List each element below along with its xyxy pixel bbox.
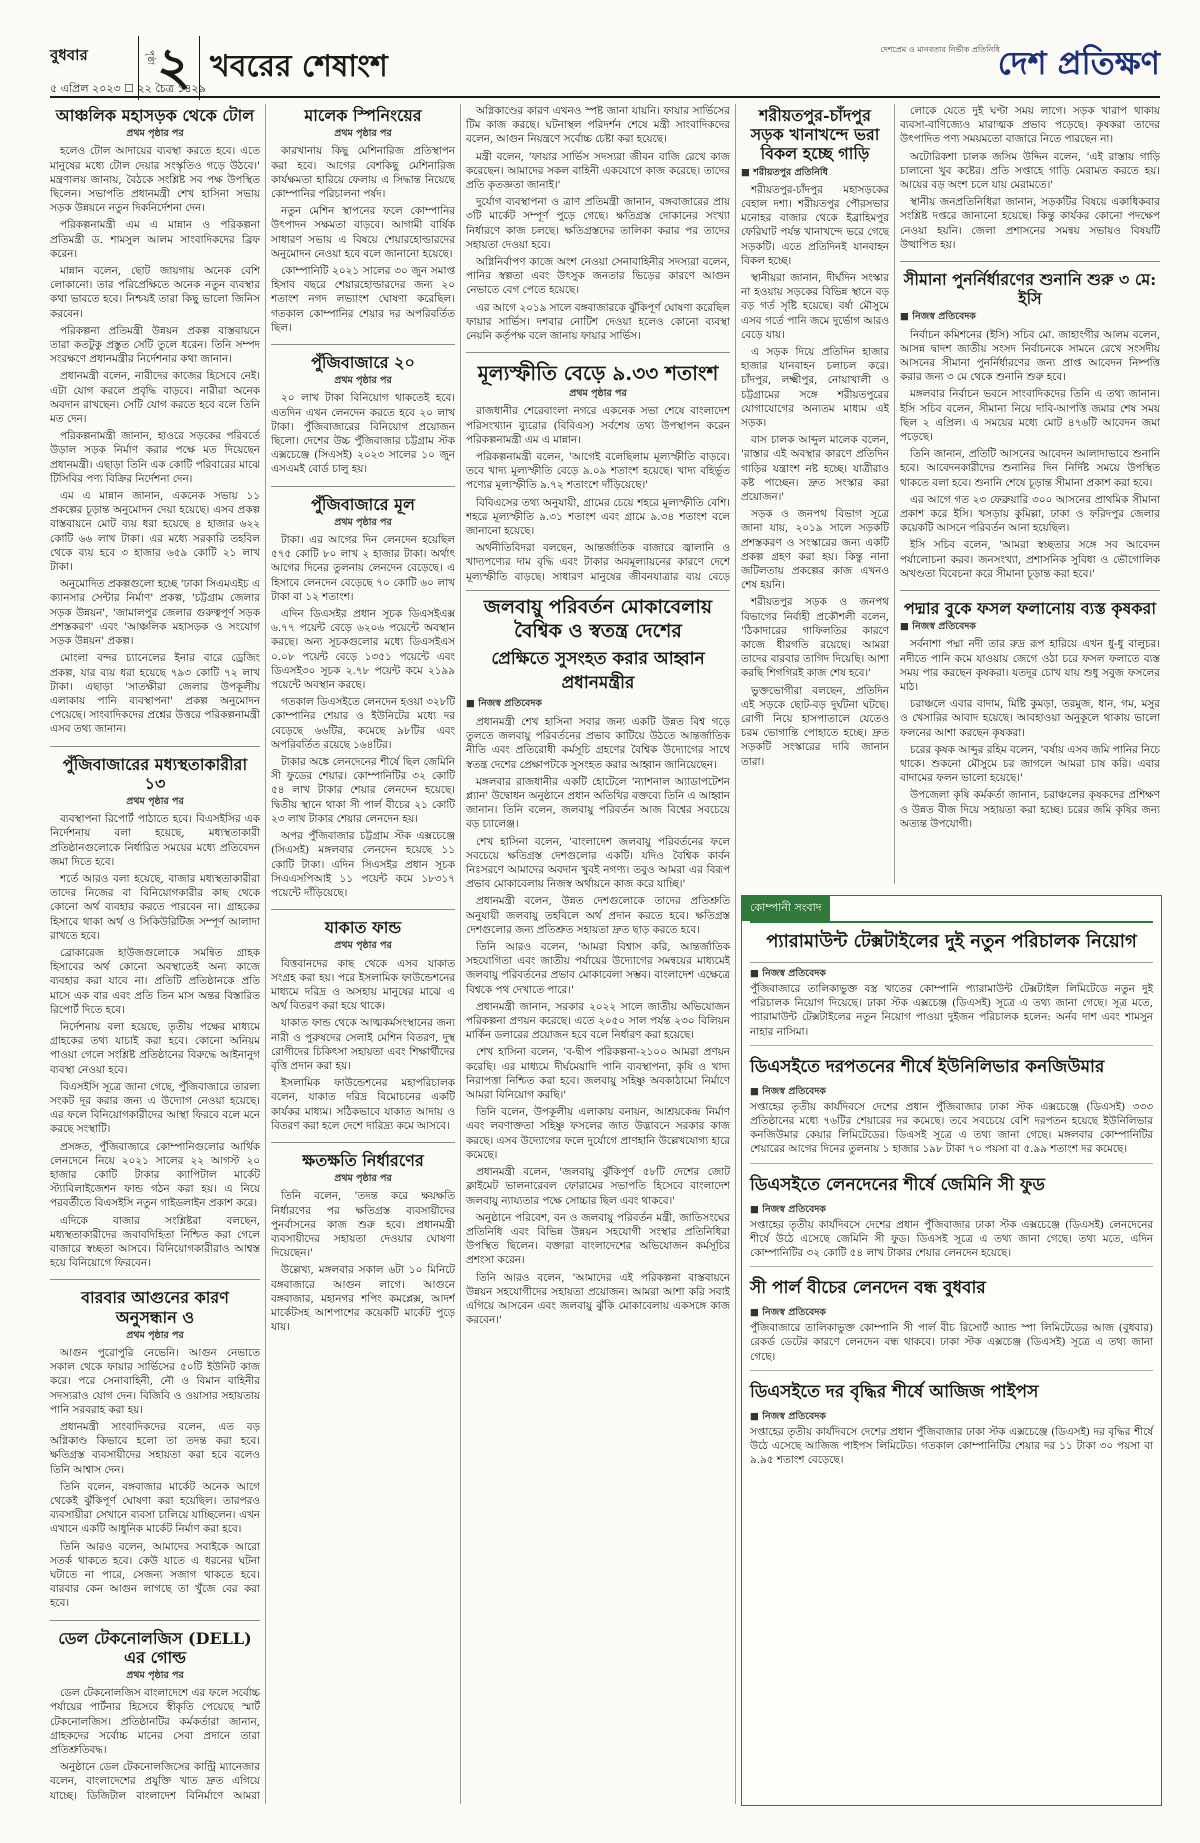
- story-body: [466, 715, 730, 1330]
- column-2: [271, 104, 455, 1804]
- paragraph: প্রধানমন্ত্রী সাংবাদিকদের বলেন, এত বড় অগ্নিকাণ্ড কিভাবে হলো তা তদন্ত করা হবে। ক্ষতিগ্রস্ত ব্যবসায়ীদের সহায়তা করা হবে বলেও তিনি আশ্বাস দেন।: [50, 1420, 260, 1476]
- story-padma: [900, 599, 1160, 840]
- paragraph: যাকাত ফান্ড থেকে আত্মকর্মসংস্থানের জন্য নারী ও পুরুষদের সেলাই মেশিন বিতরণ, দুস্থ রোগীদের চিকিৎসা সহায়তা এবং শিক্ষার্থীদের বৃত্তি প্রদান করা হয়।: [271, 1017, 455, 1072]
- issue-date: ৫ এপ্রিল ২০২৩ ☐ ২২ চৈত্র ১৪২৯: [50, 82, 206, 95]
- paragraph: বাস চালক আব্দুল মালেক বলেন, 'রাস্তার এই অবস্থার কারণে প্রতিদিন গাড়ির যন্ত্রাংশ নষ্ট হচ্ছে। যাত্রীরাও কষ্ট পাচ্ছেন। দ্রুত সংস্কার করা প্রয়োজন।': [741, 434, 889, 504]
- byline: ■ নিজস্ব প্রতিবেদক: [750, 1410, 826, 1422]
- paragraph: দুর্যোগ ব্যবস্থাপনা ও ত্রাণ প্রতিমন্ত্রী জানান, বঙ্গবাজারের প্রায় ৩টি মার্কেট সম্পূর্ণ পুড়ে গেছে। ক্ষতিগ্রস্ত দোকানের সংখ্যা নির্ধারণে কাজ চলছে। ক্ষতিগ্রস্তদের তালিকা করার পর তাদের সহায়তা দেওয়া হবে।: [466, 196, 730, 251]
- paragraph: মঙ্গলবার রাজধানীর একটি হোটেলে 'ন্যাশনাল অ্যাডাপটেশন প্ল্যান' উদ্বোধন অনুষ্ঠানে প্রধান অতিথির বক্তব্যে তিনি এ আহ্বান জানান। তিনি বলেন, জলবায়ু পরিবর্তন আজ বিশ্বের সবচেয়ে বড় চ্যালেঞ্জ।: [466, 775, 730, 831]
- headline: ডিএসইতে লেনদেনের শীর্ষে জেমিনি সী ফুড: [750, 1174, 1045, 1195]
- story-malek-spinning: [271, 106, 455, 345]
- continuation-label: প্রথম পৃষ্ঠার পর: [334, 940, 392, 952]
- paragraph: টাকা। এর আগের দিন লেনদেন হয়েছিল ৫৭৫ কোটি ৮০ লাখ ২ হাজার টাকা। অর্থাৎ আগের দিনের তুলনায় লেনদেন বেড়েছে। এ হিসাবে লেনদেন বেড়েছে ৭০ কোটি ৬০ লাখ টাকা বা ১২ শতাংশ।: [271, 534, 455, 603]
- paragraph: নতুন মেশিন স্থাপনের ফলে কোম্পানির উৎপাদন সক্ষমতা বাড়বে। আগামী বার্ষিক সাধারণ সভায় এ বিষয়ে শেয়ারহোল্ডারদের অনুমোদন নেওয়া হবে বলে জানানো হয়েছে।: [271, 205, 455, 260]
- story-damage-assessment: [271, 1151, 455, 1343]
- paragraph: অর্থনীতিবিদরা বলছেন, আন্তর্জাতিক বাজারে জ্বালানি ও খাদ্যপণ্যের দাম বৃদ্ধি এবং টাকার অবমূল্যায়নের কারণে দেশে মূল্যস্ফীতি বাড়ছে। সাধারণ মানুষের জীবনযাত্রার ব্যয় বেড়ে: [466, 542, 730, 583]
- paragraph: তিনি বলেন, 'তদন্ত করে ক্ষয়ক্ষতি নির্ধারণের পর ক্ষতিগ্রস্ত ব্যবসায়ীদের পুনর্বাসনের কাজ শুরু হবে। প্রধানমন্ত্রী ব্যবসায়ীদের সহায়তা দেওয়ার ঘোষণা দিয়েছেন।': [271, 1190, 455, 1260]
- paragraph: এর আগে গত ২৩ ফেব্রুয়ারি ৩০০ আসনের প্রাথমিক সীমানা প্রকাশ করে ইসি। খসড়ায় কুমিল্লা, ঢাকা ও ফরিদপুর জেলার কয়েকটি আসনে পরিবর্তন আনা হয়েছিল।: [900, 493, 1160, 535]
- byline: ■ নিজস্ব প্রতিবেদক: [750, 968, 826, 979]
- paragraph: সপ্তাহের তৃতীয় কার্যদিবসে দেশের প্রধান পুঁজিবাজার ঢাকা স্টক এক্সচেঞ্জে (ডিএসই) দর বৃদ্ধির শীর্ষে উঠে এসেছে আজিজ পাইপস লিমিটেড। গতকাল কোম্পানিটির শেয়ার দর ১১ টাকা ৩০ পয়সা বা ৯.৯৫ শতাংশ বেড়েছে।: [750, 1425, 1153, 1467]
- paragraph: স্থানীয়রা জানান, দীর্ঘদিন সংস্কার না হওয়ায় সড়কের বিভিন্ন স্থানে বড় বড় গর্ত সৃষ্টি হয়েছে। বর্ষা মৌসুমে এসব গর্তে পানি জমে দুর্ভোগ আরও বেড়ে যায়।: [741, 271, 889, 341]
- paragraph: তিনি আরও বলেন, 'আমাদের এই পরিকল্পনা বাস্তবায়নে উন্নয়ন সহযোগীদের সহায়তা প্রয়োজন। আমরা আশা করি সবাই এগিয়ে আসবেন এবং জলবায়ু ঝুঁকি মোকাবেলায় একসঙ্গে কাজ করবেন।': [466, 1271, 730, 1327]
- column-1: [50, 104, 260, 1804]
- company-news-headline: প্যারামাউন্ট টেক্সটাইলের দুই নতুন পরিচালক নিয়োগ: [750, 921, 1153, 963]
- continuation-label: প্রথম পৃষ্ঠার পর: [334, 128, 392, 140]
- paragraph: পরিকল্পনা প্রতিমন্ত্রী উন্নয়ন প্রকল্প বাস্তবায়নে তারা কতটুকু প্রস্তুত সেটি তুলে ধরেন। তিনি সম্পদ সংরক্ষণে প্রধানমন্ত্রীর নির্দেশনার কথা জানান।: [50, 324, 260, 366]
- paragraph: শরীয়তপুর-চাঁদপুর মহাসড়কের বেহাল দশা। শরীয়তপুর পৌরসভার মনোহর বাজার থেকে ইব্রাহিমপুর ফেরিঘাট পর্যন্ত খানাখন্দে ভরে গেছে সড়কটি। এতে প্রতিদিনই যানবাহন বিকল হচ্ছে।: [741, 183, 889, 267]
- paragraph: প্রসঙ্গত, পুঁজিবাজারে কোম্পানিগুলোর আর্থিক লেনদেনে নিয়ে ২০২১ সালের ২২ আগস্ট ২০ হাজার কোটি টাকার ক্যাপিটাল মার্কেট স্ট্যাবিলাইজেশন ফান্ড গঠন করা হয়। এ নিয়ে পরবর্তীতে বিএসইসি নতুন গাইডলাইন প্রকাশ করে।: [50, 1140, 260, 1210]
- continuation-label: প্রথম পৃষ্ঠার পর: [334, 375, 392, 387]
- column-rule: [265, 104, 266, 1804]
- story-road-cont: [900, 104, 1160, 262]
- paragraph: শরীয়তপুর সড়ক ও জনপথ বিভাগের নির্বাহী প্রকৌশলী বলেন, 'ঠিকাদারের গাফিলতির কারণে কাজে ধীরগতি রয়েছে। আমরা তাদের বারবার তাগিদ দিয়েছি। আশা করছি শিগগিরই কাজ শেষ হবে।': [741, 596, 889, 680]
- paragraph: বিত্তবানদের কাছ থেকে এসব যাকাত সংগ্রহ করা হয়। পরে ইসলামিক ফাউন্ডেশনের মাধ্যমে দরিদ্র ও অসহায় মানুষের মাঝে এ অর্থ বিতরণ করা হয়ে থাকে।: [271, 957, 455, 1013]
- paragraph: মান্নান বলেন, ছোট জায়গায় অনেক বেশি লোকানো। তার পরিপ্রেক্ষিতে অনেক নতুন ব্যবস্থার কথা ভাবতে হবে। নিশ্চয়ই তারা কিছু ভালো জিনিস করবেন।: [50, 265, 260, 320]
- story-fire: [50, 1288, 260, 1620]
- byline-text: নিজস্ব প্রতিবেদক: [478, 698, 542, 709]
- byline: ■ নিজস্ব প্রতিবেদক: [750, 1203, 826, 1215]
- paragraph: পুঁজিবাজারে তালিকাভুক্ত বস্ত্র খাতের কোম্পানি প্যারামাউন্ট টেক্সটাইল লিমিটেডে নতুন দুই পরিচালক নিয়োগ দিয়েছে। ঢাকা স্টক এক্সচেঞ্জ (ডিএসই) সূত্রে এ তথ্য জানা গেছে। সূত্র মতে, প্যারামাউন্ট টেক্সটাইলের নতুন নিয়োগ পাওয়া দুইজন পরিচালক হলেন: অর্নব দাশ এবং শামসুন নাহার নাসিমা।: [750, 983, 1153, 1038]
- paragraph: এর আগে ২০১৯ সালে বঙ্গবাজারকে ঝুঁকিপূর্ণ ঘোষণা করেছিল ফায়ার সার্ভিস। দশবার নোটিশ দেওয়া হলেও কোনো ব্যবস্থা নেয়নি কর্তৃপক্ষ বলে জানায় ফায়ার সার্ভিস।: [466, 301, 730, 343]
- paragraph: রাজধানীর শেরেবাংলা নগরে একনেক সভা শেষে বাংলাদেশ পরিসংখ্যান ব্যুরোর (বিবিএস) সর্বশেষ তথ্য উপস্থাপন করেন পরিকল্পনামন্ত্রী এম এ মান্নান।: [466, 405, 730, 446]
- paragraph: অগ্নিকাণ্ডের কারণ এখনও স্পষ্ট জানা যায়নি। ফায়ার সার্ভিসের টিম কাজ করছে। ঘটনাস্থল পরিদর্শন শেষে মন্ত্রী সাংবাদিকদের বলেন, আগুন নিয়ন্ত্রণে সর্বোচ্চ চেষ্টা করা হয়েছে।: [466, 105, 730, 146]
- headline: ডিএসইতে দর বৃদ্ধির শীর্ষে আজিজ পাইপস: [750, 1381, 1039, 1402]
- column-rule: [735, 104, 736, 1804]
- byline-text: নিজস্ব প্রতিবেদক: [762, 1085, 826, 1097]
- continuation-label: প্রথম পৃষ্ঠার পর: [126, 128, 184, 140]
- story-intermediaries: [50, 755, 260, 1281]
- paragraph: এদিকে বাজার সংশ্লিষ্টরা বলছেন, মধ্যস্থতাকারীদের জবাবদিহিতা নিশ্চিত করা গেলে বাজারে স্বচ্ছতা আসবে। বিনিয়োগকারীরাও আশ্বস্ত হয়ে বিনিয়োগে ফিরবেন।: [50, 1214, 260, 1270]
- story-climate: [466, 590, 730, 1805]
- headline: ডিএসইতে দরপতনের শীর্ষে ইউনিলিভার কনজিউমার: [750, 1056, 1105, 1077]
- continuation-label: প্রথম পৃষ্ঠার পর: [126, 1670, 184, 1681]
- headline: যাকাত ফান্ড: [324, 918, 402, 938]
- paragraph: এদিন ডিএসইর প্রধান সূচক ডিএসইএক্স ৬.৭৭ পয়েন্ট বেড়ে ৬২০৬ পয়েন্টে অবস্থান করছে। অন্য সূচকগুলোর মধ্যে ডিএসইএস ০.০৮ পয়েন্ট বেড়ে ১৩৫১ পয়েন্টে এবং ডিএসই৩০ সূচক ২.৭৮ পয়েন্ট কমে ২১৯৯ পয়েন্টে অবস্থান করছে।: [271, 608, 455, 692]
- continuation-label: প্রথম পৃষ্ঠার পর: [126, 795, 184, 807]
- company-news-item: [750, 1164, 1153, 1268]
- paragraph: নির্দেশনায় বলা হয়েছে, তৃতীয় পক্ষের মাধ্যমে গ্রাহকের তথ্য যাচাই করা হবে। কোনো অনিয়ম পাওয়া গেলে সংশ্লিষ্ট প্রতিষ্ঠানের বিরুদ্ধে আইনানুগ ব্যবস্থা নেওয়া হবে।: [50, 1020, 260, 1076]
- paragraph: প্রধানমন্ত্রী বলেন, 'জলবায়ু ঝুঁকিপূর্ণ ৫৮টি দেশের জোট ক্লাইমেট ভালনারেবল ফোরামের সভাপতি হিসেবে বাংলাদেশ জলবায়ু ন্যায্যতার পক্ষে সোচ্চার ছিল এবং থাকবে।': [466, 1166, 730, 1207]
- continuation-label: প্রথম পৃষ্ঠার পর: [569, 388, 627, 400]
- paragraph: স্থানীয় জনপ্রতিনিধিরা জানান, সড়কটির বিষয়ে একাধিকবার সংশ্লিষ্ট দপ্তরে জানানো হয়েছে। কিন্তু কার্যকর কোনো পদক্ষেপ নেওয়া হয়নি। জেলা প্রশাসনের সমন্বয় সভায়ও বিষয়টি উত্থাপিত হয়।: [900, 196, 1160, 251]
- headline: পুঁজিবাজারের মধ্যস্থতাকারীরা ১৩: [62, 754, 248, 793]
- paragraph: পুঁজিবাজারে তালিকাভুক্ত কোম্পানি সী পার্ল বীচ রিসোর্ট অ্যান্ড স্পা লিমিটেডের আজ (বুধবার) রেকর্ড ডেটের কারণে লেনদেন বন্ধ থাকবে। ঢাকা স্টক এক্সচেঞ্জ (ডিএসই) সূত্রে এ তথ্য জানা গেছে।: [750, 1322, 1153, 1363]
- paragraph: উল্লেখ্য, মঙ্গলবার সকাল ৬টা ১০ মিনিটে বঙ্গবাজারে আগুন লাগে। আগুনে বঙ্গবাজার, মহানগর শপিং কমপ্লেক্স, আদর্শ মার্কেটসহ আশপাশের কয়েকটি মার্কেট পুড়ে যায়।: [271, 1264, 455, 1334]
- paragraph: শেখ হাসিনা বলেন, 'ব-দ্বীপ পরিকল্পনা-২১০০ আমরা প্রণয়ন করেছি। এর মাধ্যমে দীর্ঘমেয়াদি পানি ব্যবস্থাপনা, কৃষি ও খাদ্য নিরাপত্তা নিশ্চিত করা হবে। জলবায়ু সহিষ্ণু অবকাঠামো নির্মাণে আমরা বিনিয়োগ করছি।': [466, 1046, 730, 1102]
- byline-text: নিজস্ব প্রতিবেদক: [762, 1410, 826, 1422]
- headline: বারবার আগুনের কারণ অনুসন্ধান ও: [81, 1288, 229, 1327]
- paragraph: মঙ্গলবার নির্বাচন ভবনে সাংবাদিকদের তিনি এ তথ্য জানান। ইসি সচিব বলেন, সীমানা নিয়ে দাবি-আপত্তি জমার শেষ সময় ছিল ২ এপ্রিল। এ সময়ের মধ্যে মোট ৪৭৬টি আবেদন জমা পড়েছে।: [900, 388, 1160, 444]
- paragraph: সর্বনাশা পদ্মা নদী তার রুদ্র রূপ হারিয়ে এখন ধু-ধু বালুচর। নদীতে পানি কমে যাওয়ায় জেগে ওঠা চরে ফসল ফলাতে ব্যস্ত সময় পার করছেন কৃষকরা। যতদূর চোখ যায় শুধু সবুজ ফসলের মাঠ।: [900, 638, 1160, 694]
- paragraph: পরিকল্পনামন্ত্রী জানান, হাওরে সড়কের পরিবর্তে উড়াল সড়ক নির্মাণ করার পক্ষে মত দিয়েছেন প্রধানমন্ত্রী। এছাড়া তিনি এক কোটি পরিবারের মাঝে টিসিবির পণ্য বিক্রির নির্দেশনা দেন।: [50, 430, 260, 485]
- paragraph: এম এ মান্নান জানান, একনেক সভায় ১১ প্রকল্পের চূড়ান্ত অনুমোদন দেয়া হয়েছে। এসব প্রকল্প বাস্তবায়নে মোট ব্যয় ধরা হয়েছে ৪ হাজার ৬২২ কোটি ৬৬ লাখ টাকা। এর মধ্যে সরকারি তহবিল থেকে ব্যয় হবে ৩ হাজার ৬৫৯ কোটি ২১ লাখ টাকা।: [50, 490, 260, 574]
- column-3-top: [466, 104, 730, 584]
- paragraph: ইসলামিক ফাউন্ডেশনের মহাপরিচালক বলেন, যাকাত দরিদ্র বিমোচনের একটি কার্যকর মাধ্যম। সঠিকভাবে যাকাত আদায় ও বিতরণ করা হলে দেশে দারিদ্র্য কমে আসবে।: [271, 1077, 455, 1132]
- paragraph: হলেও টোল আদায়ের ব্যবস্থা করতে হবে। এতে মানুষের মধ্যে টোল দেয়ার সংস্কৃতিও গড়ে উঠবে।' মন্ত্রণালয় জানায়, বৈঠকে সংশ্লিষ্ট সব পক্ষ উপস্থিত ছিলেন। সভাপতি প্রধানমন্ত্রী শেখ হাসিনা সভায় সড়ক উন্নয়নে নতুন দিকনির্দেশনা দেন।: [50, 145, 260, 215]
- paragraph: গতকাল ডিএসইতে লেনদেন হওয়া ৩২৮টি কোম্পানির শেয়ার ও ইউনিটের মধ্যে দর বেড়েছে ৬৬টির, কমেছে ৯৮টির এবং অপরিবর্তিত রয়েছে ১৬৪টির।: [271, 696, 455, 751]
- masthead: [50, 36, 1160, 98]
- tagline: দেশপ্রেম ও মানবতার নির্ভীক প্রতিনিধি: [880, 45, 1000, 54]
- paragraph: পরিকল্পনামন্ত্রী বলেন, 'আগেই বলেছিলাম মূল্যস্ফীতি বাড়বে। তবে খাদ্য মূল্যস্ফীতি বেড়ে ৯.০৯ শতাংশ হয়েছে। খাদ্য বহির্ভূত পণ্যের মূল্যস্ফীতি ৯.৭২ শতাংশে দাঁড়িয়েছে।': [466, 451, 730, 492]
- story-zakat-fund: [271, 918, 455, 1143]
- headline: মূল্যস্ফীতি বেড়ে ৯.৩৩ শতাংশ: [477, 361, 719, 386]
- story-inflation: [466, 361, 730, 584]
- paragraph: এ সড়ক দিয়ে প্রতিদিন হাজার হাজার যানবাহন চলাচল করে। চাঁদপুর, লক্ষ্মীপুর, নোয়াখালী ও চট্টগ্রামের সঙ্গে শরীয়তপুরের যোগাযোগের অন্যতম মাধ্যম এই সড়ক।: [741, 346, 889, 430]
- byline-text: শরীয়তপুর প্রতিনিধি: [753, 166, 828, 178]
- company-news-item: [750, 1267, 1153, 1371]
- paragraph: অগ্নিনির্বাপণ কাজে অংশ নেওয়া সেনাবাহিনীর সদস্যরা বলেন, পানির স্বল্পতা এবং উৎসুক জনতার ভিড়ের কারণে আগুন নেভাতে বেগ পেতে হয়েছে।: [466, 256, 730, 297]
- paragraph: প্রধানমন্ত্রী বলেন, উন্নত দেশগুলোকে তাদের প্রতিশ্রুতি অনুযায়ী জলবায়ু তহবিলে অর্থ প্রদান করতে হবে। ক্ষতিগ্রস্ত দেশগুলোর জন্য প্রতিশ্রুত সহায়তা দ্রুত ছাড় করতে হবে।: [466, 895, 730, 936]
- paragraph: ব্যবস্থাপনা রিপোর্ট পাঠাতে হবে। বিএসইসির এক নির্দেশনায় বলা হয়েছে, মধ্যস্থতাকারী প্রতিষ্ঠানগুলোকে নির্ধারিত সময়ের মধ্যে প্রতিবেদন জমা দিতে হবে।: [50, 813, 260, 868]
- story-ec-boundary: [900, 270, 1160, 591]
- paragraph: আগুন পুরোপুরি নেভেনি। আগুন নেভাতে সকাল থেকে ফায়ার সার্ভিসের ৫০টি ইউনিট কাজ করে। পরে সেনাবাহিনী, নৌ ও বিমান বাহিনীর সদস্যরাও যোগ দেন। বিজিবি ও ওয়াসার সহায়তায় পানি সরবরাহ করা হয়।: [50, 1346, 260, 1416]
- headline: পদ্মার বুকে ফসল ফলানোয় ব্যস্ত কৃষকরা: [903, 599, 1157, 619]
- paragraph: ডেল টেকনোলজিস বাংলাদেশে এর ফলে সর্বোচ্চ পর্যায়ের পার্টনার হিসেবে স্বীকৃতি পেয়েছে স্মার্ট টেকনোলজিস। প্রতিষ্ঠানটির কর্মকর্তারা জানান, গ্রাহকদের সর্বোচ্চ মানের সেবা প্রদানে তারা প্রতিশ্রুতিবদ্ধ।: [50, 1687, 260, 1757]
- paragraph: তিনি বলেন, উপকূলীয় এলাকায় বনায়ন, আশ্রয়কেন্দ্র নির্মাণ এবং লবণাক্ততা সহিষ্ণু ফসলের জাত উদ্ভাবনে সরকার কাজ করছে। এসব উদ্যোগের ফলে দুর্যোগে প্রাণহানি উল্লেখযোগ্য হারে কমেছে।: [466, 1106, 730, 1161]
- byline-text: নিজস্ব প্রতিবেদক: [762, 1203, 826, 1215]
- paragraph: লোকে যেতে দুই ঘণ্টা সময় লাগে। সড়ক খারাপ থাকায় ব্যবসা-বাণিজ্যেও মারাত্মক প্রভাব পড়েছে। কৃষকরা তাদের উৎপাদিত পণ্য সময়মতো বাজারে নিতে পারছেন না।: [900, 105, 1160, 146]
- paragraph: মন্ত্রী বলেন, 'ফায়ার সার্ভিস সদস্যরা জীবন বাজি রেখে কাজ করেছেন। আমাদের সকল বাহিনী একযোগে কাজ করেছে। তাদের প্রতি কৃতজ্ঞতা জানাই।': [466, 150, 730, 192]
- story-toll: [50, 106, 260, 747]
- paragraph: উপজেলা কৃষি কর্মকর্তা জানান, চরাঞ্চলের কৃষকদের প্রশিক্ষণ ও উন্নত বীজ দিয়ে সহায়তা করা হচ্ছে। চরের জমি কৃষির জন্য অত্যন্ত উপযোগী।: [900, 789, 1160, 830]
- paragraph: শর্তে আরও বলা হয়েছে, বাজার মধ্যস্থতাকারীরা তাদের নিজের বা বিনিয়োগকারীর কাছ থেকে কোনো অর্থ ব্যবহার করতে পারবেন না। গ্রাহকের হিসাবে থাকা অর্থ ও সিকিউরিটিজ সম্পূর্ণ আলাদা রাখতে হবে।: [50, 872, 260, 942]
- continuation-label: প্রথম পৃষ্ঠার পর: [126, 1329, 184, 1341]
- column-5: [900, 104, 1160, 884]
- paragraph: মোংলা বন্দর চ্যানেলের ইনার বারে ড্রেজিং প্রকল্প, যার ব্যয় ধরা হয়েছে ৭৯৩ কোটি ৭২ লাখ টাকা। এছাড়া 'সাতক্ষীরা জেলার উপকূলীয় এলাকায় পানি ব্যবস্থাপনা' প্রকল্প অনুমোদন পেয়েছে। সাংবাদিকদের প্রশ্নের উত্তরে পরিকল্পনামন্ত্রী এসব তথ্য জানান।: [50, 652, 260, 736]
- headline: পুঁজিবাজারে মূল: [311, 494, 415, 514]
- company-news-item: [750, 1371, 1153, 1474]
- headline: আঞ্চলিক মহাসড়ক থেকে টোল: [55, 106, 255, 125]
- paragraph: কারখানায় কিছু মেশিনারিজ প্রতিস্থাপন করা হবে। আগের বেশকিছু মেশিনারিজ কার্যক্ষমতা হারিয়ে ফেলায় এ সিদ্ধান্ত নিয়েছে কোম্পানির পরিচালনা পর্ষদ।: [271, 145, 455, 200]
- headline: জলবায়ু পরিবর্তন মোকাবেলায় বৈশ্বিক ও স্বতন্ত্র দেশের: [483, 596, 713, 642]
- newspaper-logo: দেশ প্রতিক্ষণ: [997, 44, 1160, 82]
- paragraph: অনুষ্ঠানে ডেল টেকনোলজিসের কান্ট্রি ম্যানেজার বলেন, বাংলাদেশের প্রযুক্তি খাত দ্রুত এগিয়ে যাচ্ছে। ডিজিটাল বাংলাদেশ বিনির্মাণে আমরা: [50, 1761, 260, 1802]
- paragraph: সপ্তাহের তৃতীয় কার্যদিবসে দেশের প্রধান পুঁজিবাজার ঢাকা স্টক এক্সচেঞ্জে (ডিএসই) ৩৩৩ প্রতিষ্ঠানের মধ্যে ৭৬টির শেয়ারের দর কমেছে। তবে সবচেয়ে বেশি দরপতন হয়েছে ইউনিলিভার কনজিউমার কেয়ার লিমিটেডের। ডিএসই সূত্রে এ তথ্য জানা গেছে। মঙ্গলবার কোম্পানিটির শেয়ারের আগের দিনের তুলনায় ১ হাজার ১৯৮ টাকা ৭০ পয়সা বা ৫.৯৯ শতাংশ দর কমেছে।: [750, 1100, 1153, 1156]
- headline: সী পার্ল বীচের লেনদেন বন্ধ বুধবার: [750, 1278, 986, 1299]
- headline: ডেল টেকনোলজিস (DELL) এর গোল্ড: [58, 1628, 252, 1667]
- byline: ■ নিজস্ব প্রতিবেদক: [750, 1307, 826, 1319]
- company-news-box: [741, 895, 1162, 1806]
- story-capital-market-main: [271, 495, 455, 910]
- paragraph: তিনি বলেন, বঙ্গবাজার মার্কেট অনেক আগে থেকেই ঝুঁকিপূর্ণ ঘোষণা করা হয়েছিল। তারপরও ব্যবসায়ীরা সেখানে ব্যবসা চালিয়ে যাচ্ছিলেন। এখন এখানে একটি আধুনিক মার্কেট নির্মাণ করা হবে।: [50, 1480, 260, 1536]
- issue-day: বুধবার: [50, 46, 88, 64]
- column-4: [741, 104, 889, 884]
- story-fire-cont: [466, 104, 730, 353]
- headline: সীমানা পুনর্নির্ধারণের শুনানি শুরু ৩ মে: ইসি: [903, 270, 1157, 309]
- byline: ■ নিজস্ব প্রতিবেদক: [750, 1085, 826, 1097]
- paragraph: নির্বাচন কমিশনের (ইসি) সচিব মো. জাহাংগীর আলম বলেন, আসন্ন দ্বাদশ জাতীয় সংসদ নির্বাচনকে সামনে রেখে সংসদীয় আসনের সীমানা পুনর্নির্ধারণের জন্য প্রাপ্ত আবেদন নিষ্পত্তি করার জন্য ৩ মে থেকে শুনানি শুরু হবে।: [900, 328, 1160, 384]
- paragraph: পরিকল্পনামন্ত্রী এম এ মান্নান ও পরিকল্পনা প্রতিমন্ত্রী ড. শামসুল আলম সাংবাদিকদের ব্রিফ করেন।: [50, 219, 260, 260]
- paragraph: ২০ লাখ টাকা বিনিয়োগ থাকতেই হবে। এতদিন এখন লেনদেন করতে হবে ২০ লাখ টাকা। পুঁজিবাজারের বিনিয়োগ প্রয়োজন ছিলো। দেশের উচ্চ পুঁজিবাজার চট্টগ্রাম স্টক এক্সচেঞ্জে (সিএসই) ২০২৩ সালের ১০ জুন এসএমই বোর্ড চালু হয়।: [271, 392, 455, 476]
- column-rule: [460, 104, 461, 1804]
- company-news-lead: [750, 963, 1153, 1046]
- paragraph: প্রধানমন্ত্রী বলেন, নারীদের কাজের হিসেবে নেই। এটা যোগ করলে প্রবৃদ্ধি বাড়বে। নারীরা অনেক অবদান রাখছেন। সেটি যোগ করতে হবে বলে তিনি মত দেন।: [50, 370, 260, 426]
- column-rule: [894, 104, 895, 884]
- story-capital-market-20: [271, 353, 455, 487]
- story-dell: [50, 1629, 260, 1804]
- paragraph: বিবিএসের তথ্য অনুযায়ী, গ্রামের চেয়ে শহরে মূল্যস্ফীতি বেশি। শহরে মূল্যস্ফীতি ৯.৩১ শতাংশ এবং গ্রামে ৯.৩৪ শতাংশ বলে জানানো হয়েছে।: [466, 496, 730, 538]
- paragraph: সড়ক ও জনপথ বিভাগ সূত্রে জানা যায়, ২০১৯ সালে সড়কটি প্রশস্তকরণ ও সংস্কারের জন্য একটি প্রকল্প গ্রহণ করা হয়। কিন্তু নানা জটিলতায় প্রকল্পের কাজ এখনও শেষ হয়নি।: [741, 508, 889, 592]
- byline-text: নিজস্ব প্রতিবেদক: [762, 1307, 826, 1319]
- headline: শরীয়তপুর-চাঁদপুর সড়ক খানাখন্দে ভরা বিকল হচ্ছে গাড়ি: [750, 106, 880, 164]
- byline-text: নিজস্ব প্রতিবেদক: [912, 621, 976, 633]
- paragraph: অপর পুঁজিবাজার চট্টগ্রাম স্টক এক্সচেঞ্জে (সিএসই) মঙ্গলবার লেনদেন হয়েছে ১১ কোটি টাকা। এদিন সিএসইর প্রধান সূচক সিএএসপিআই ১১ পয়েন্ট কমে ১৮৩১৭ পয়েন্টে দাঁড়িয়েছে।: [271, 830, 455, 899]
- paragraph: শেখ হাসিনা বলেন, 'বাংলাদেশ জলবায়ু পরিবর্তনের ফলে সবচেয়ে ক্ষতিগ্রস্ত দেশগুলোর একটি। যদিও বৈশ্বিক কার্বন নিঃসরণে আমাদের অবদান খুবই নগণ্য। তবুও আমরা এর বিরূপ প্রভাব মোকাবেলায় নিজস্ব অর্থায়নে কাজ করে যাচ্ছি।': [466, 835, 730, 891]
- paragraph: অটোরিকশা চালক জসিম উদ্দিন বলেন, 'এই রাস্তায় গাড়ি চালানো খুব কষ্টের। প্রতি সপ্তাহে গাড়ি মেরামত করতে হয়। আয়ের বড় অংশ চলে যায় মেরামতে।': [900, 150, 1160, 192]
- page-label: পৃষ্ঠা: [145, 50, 155, 65]
- headline-line-2: প্রেক্ষিতে সুসংহত করার আহ্বান প্রধানমন্ত্রীর: [491, 649, 705, 693]
- page-number: ২: [157, 36, 191, 97]
- company-news-item: [750, 1046, 1153, 1164]
- paragraph: তিনি আরও বলেন, 'আমরা বিশ্বাস করি, আন্তর্জাতিক সহযোগিতা এবং জাতীয় পর্যায়ের উদ্যোগের সমন্বয়ের মাধ্যমেই জলবায়ু পরিবর্তনের প্রভাব মোকাবেলা সম্ভব। বাংলাদেশ এক্ষেত্রে বিশ্বকে পথ দেখাতে পারে।': [466, 941, 730, 996]
- paragraph: চরের কৃষক আব্দুর রহিম বলেন, 'বর্ষায় এসব জমি পানির নিচে থাকে। শুকনো মৌসুমে চর জাগলে আমরা চাষ করি। এবার বাদামের ফলন ভালো হয়েছে।': [900, 743, 1160, 785]
- byline: ■ নিজস্ব প্রতিবেদক: [900, 311, 976, 323]
- section-title: খবরের শেষাংশ: [210, 49, 388, 84]
- paragraph: প্রধানমন্ত্রী জানান, সরকার ২০২২ সালে জাতীয় অভিযোজন পরিকল্পনা প্রণয়ন করেছে। এতে ২০৫০ সাল পর্যন্ত ২৩০ বিলিয়ন মার্কিন ডলারের প্রয়োজন হবে বলে নির্ধারণ করা হয়েছে।: [466, 1000, 730, 1042]
- paragraph: ভুক্তভোগীরা বলছেন, প্রতিদিন এই সড়কে ছোট-বড় দুর্ঘটনা ঘটছে। রোগী নিয়ে হাসপাতালে যেতেও চরম ভোগান্তি পোহাতে হচ্ছে। দ্রুত সড়কটি সংস্কারের দাবি জানান তারা।: [741, 684, 889, 768]
- paragraph: চরাঞ্চলে এবার বাদাম, মিষ্টি কুমড়া, তরমুজ, ধান, গম, মসুর ও খেসারির আবাদ হয়েছে। আবহাওয়া অনুকূলে থাকায় ভালো ফলনের আশা করছেন কৃষকরা।: [900, 698, 1160, 739]
- continuation-label: প্রথম পৃষ্ঠার পর: [334, 1173, 392, 1185]
- byline: ■ নিজস্ব প্রতিবেদক: [900, 621, 976, 633]
- paragraph: কোম্পানিটি ২০২১ সালের ৩০ জুন সমাপ্ত হিসাব বছরে শেয়ারহোল্ডারদের জন্য ২০ শতাংশ নগদ লভ্যাংশ ঘোষণা করেছিল। গতকাল কোম্পানির শেয়ার দর অপরিবর্তিত ছিল।: [271, 265, 455, 334]
- paragraph: বিএসইসি সূত্রে জানা গেছে, পুঁজিবাজারে তারল্য সংকট দূর করার জন্য এ উদ্যোগ নেওয়া হয়েছে। এর ফলে বিনিয়োগকারীদের আস্থা ফিরবে বলে মনে করছে সংস্থাটি।: [50, 1080, 260, 1136]
- paragraph: প্রধানমন্ত্রী শেখ হাসিনা সবার জন্য একটি উন্নত বিশ্ব গড়ে তুলতে জলবায়ু পরিবর্তনের প্রভাব কাটিয়ে উঠতে আন্তর্জাতিক নীতি এবং প্রতিরোধী কর্মসূচি গ্রহণের বৈশ্বিক উদ্যোগের সাথে স্বতন্ত্র দেশের প্রেক্ষাপটকে সুসংহত করার আহ্বান জানিয়েছেন।: [466, 716, 730, 771]
- headline: মালেক স্পিনিংয়ের: [304, 106, 422, 125]
- company-news-tag: কোম্পানী সংবাদ: [742, 896, 830, 921]
- story-road: [741, 106, 889, 778]
- paragraph: অনুষ্ঠানে পরিবেশ, বন ও জলবায়ু পরিবর্তন মন্ত্রী, জাতিসংঘের প্রতিনিধি এবং বিভিন্ন উন্নয়ন সহযোগী সংস্থার প্রতিনিধিরা উপস্থিত ছিলেন। বক্তারা বাংলাদেশের অভিযোজন কর্মসূচির প্রশংসা করেন।: [466, 1211, 730, 1267]
- paragraph: তিনি জানান, প্রতিটি আসনের আবেদন আলাদাভাবে শুনানি হবে। আবেদনকারীদের শুনানির দিন নির্দিষ্ট সময়ে উপস্থিত থাকতে বলা হবে। শুনানি শেষে চূড়ান্ত সীমানা প্রকাশ করা হবে।: [900, 448, 1160, 489]
- headline: ক্ষতক্ষতি নির্ধারণের: [302, 1150, 424, 1170]
- headline: পুঁজিবাজারে ২০: [311, 353, 415, 373]
- page-number-box: [138, 36, 200, 100]
- paragraph: টাকার অঙ্কে লেনদেনের শীর্ষে ছিল জেমিনি সী ফুডের শেয়ার। কোম্পানিটির ৩২ কোটি ৫৪ লাখ টাকার শেয়ার লেনদেন হয়েছে। দ্বিতীয় স্থানে থাকা সী পার্ল বীচের ২১ কোটি ২৩ লাখ টাকার শেয়ার লেনদেন হয়।: [271, 756, 455, 825]
- paragraph: ব্রোকারেজ হাউজগুলোকে সমন্বিত গ্রাহক হিসাবের অর্থ কোনো অবস্থাতেই অন্য কাজে ব্যবহার করা যাবে না। প্রতিটি প্রতিষ্ঠানকে প্রতি মাসে এক বার এবং প্রতি তিন মাস অন্তর বিস্তারিত রিপোর্ট দিতে হবে।: [50, 946, 260, 1016]
- paragraph: তিনি আরও বলেন, আমাদের সবাইকে আরো সতর্ক থাকতে হবে। কেউ যাতে এ ধরনের ঘটনা ঘটাতে না পারে, সেজন্য সজাগ থাকতে হবে। বারবার কেন আগুন লাগছে তা খুঁজে বের করা হবে।: [50, 1540, 260, 1610]
- byline-text: নিজস্ব প্রতিবেদক: [912, 311, 976, 323]
- paragraph: অনুমোদিত প্রকল্পগুলো হচ্ছে 'ঢাকা সিএমএইচ এ ক্যানসার সেন্টার নির্মাণ' প্রকল্প, 'চট্টগ্রাম জেলার সড়ক উন্নয়ন', 'জামালপুর জেলার গুরুত্বপূর্ণ সড়ক প্রশস্তকরণ' এবং 'আঞ্চলিক মহাসড়ক ও সংযোগ সড়ক উন্নয়ন' প্রকল্প।: [50, 578, 260, 648]
- paragraph: সপ্তাহের তৃতীয় কার্যদিবসে দেশের প্রধান পুঁজিবাজার ঢাকা স্টক এক্সচেঞ্জে (ডিএসই) লেনদেনের শীর্ষে উঠে এসেছে জেমিনি সী ফুড। ডিএসই সূত্রে এ তথ্য জানা গেছে। তথ্য মতে, এদিন কোম্পানিটির ৩২ কোটি ৫৪ লাখ টাকার শেয়ার লেনদেন হয়েছে।: [750, 1218, 1153, 1260]
- paragraph: ইসি সচিব বলেন, 'আমরা স্বচ্ছতার সঙ্গে সব আবেদন পর্যালোচনা করব। জনসংখ্যা, প্রশাসনিক সুবিধা ও ভৌগোলিক অখণ্ডতা বিবেচনা করে সীমানা চূড়ান্ত করা হবে।': [900, 539, 1160, 580]
- byline: ■ নিজস্ব প্রতিবেদক: [466, 698, 542, 709]
- byline-text: নিজস্ব প্রতিবেদক: [762, 968, 826, 979]
- continuation-label: প্রথম পৃষ্ঠার পর: [334, 516, 392, 528]
- byline: ■ শরীয়তপুর প্রতিনিধি: [741, 166, 828, 178]
